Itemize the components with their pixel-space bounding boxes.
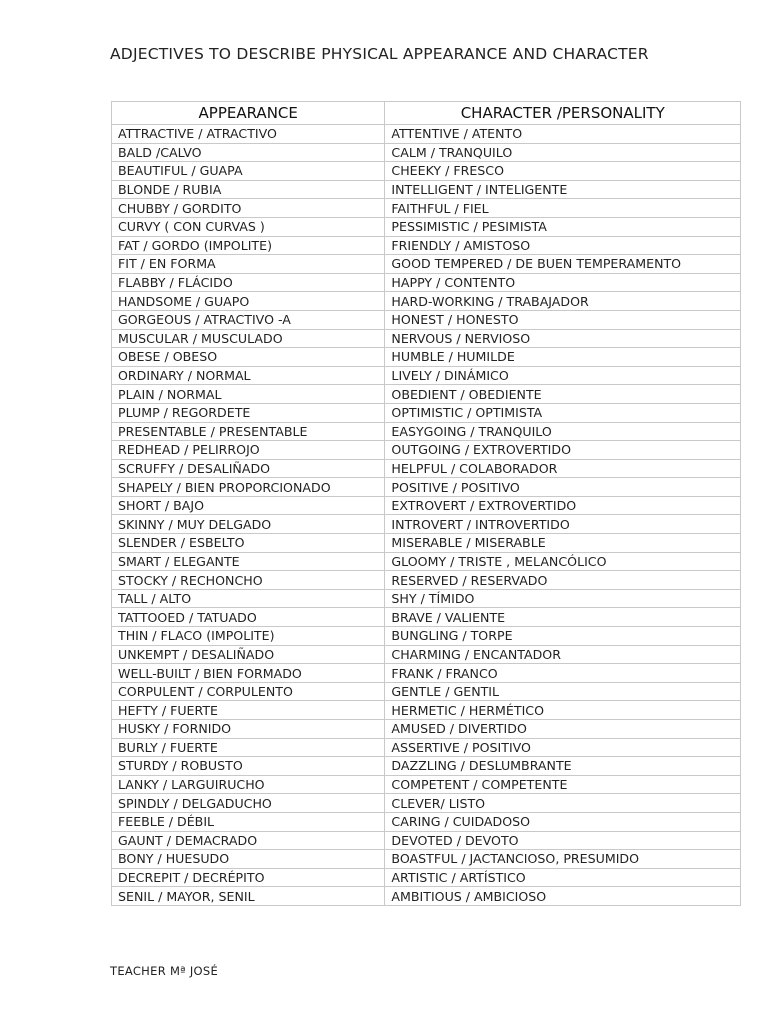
table-row	[112, 794, 741, 813]
character-cell: HELPFUL / COLABORADOR	[385, 459, 741, 478]
character-cell: FRIENDLY / AMISTOSO	[385, 236, 741, 255]
character-cell: AMUSED / DIVERTIDO	[385, 720, 741, 739]
appearance-cell: OBESE / OBESO	[112, 348, 385, 367]
table-row	[112, 459, 741, 478]
character-cell: FRANK / FRANCO	[385, 664, 741, 683]
character-cell: EXTROVERT / EXTROVERTIDO	[385, 496, 741, 515]
appearance-cell: BALD /CALVO	[112, 143, 385, 162]
character-cell: HUMBLE / HUMILDE	[385, 348, 741, 367]
appearance-cell: SLENDER / ESBELTO	[112, 534, 385, 553]
character-cell: GOOD TEMPERED / DE BUEN TEMPERAMENTO	[385, 255, 741, 274]
table-row	[112, 850, 741, 869]
table-row	[112, 682, 741, 701]
character-cell: ASSERTIVE / POSITIVO	[385, 738, 741, 757]
appearance-cell: SENIL / MAYOR, SENIL	[112, 887, 385, 906]
appearance-cell: STOCKY / RECHONCHO	[112, 571, 385, 590]
table-row	[112, 292, 741, 311]
appearance-cell: CHUBBY / GORDITO	[112, 199, 385, 218]
footer-teacher: TEACHER Mª JOSÉ	[110, 964, 219, 978]
appearance-cell: DECREPIT / DECRÉPITO	[112, 868, 385, 887]
character-cell: BUNGLING / TORPE	[385, 627, 741, 646]
appearance-cell: ATTRACTIVE / ATRACTIVO	[112, 125, 385, 144]
table-row	[112, 385, 741, 404]
header-appearance: APPEARANCE	[112, 102, 385, 125]
appearance-cell: GAUNT / DEMACRADO	[112, 831, 385, 850]
table-row	[112, 496, 741, 515]
appearance-cell: PRESENTABLE / PRESENTABLE	[112, 422, 385, 441]
character-cell: MISERABLE / MISERABLE	[385, 534, 741, 553]
table-row	[112, 812, 741, 831]
table-row	[112, 255, 741, 274]
table-row	[112, 143, 741, 162]
table-row	[112, 515, 741, 534]
table-row	[112, 441, 741, 460]
table-row	[112, 831, 741, 850]
appearance-cell: BONY / HUESUDO	[112, 850, 385, 869]
appearance-cell: HEFTY / FUERTE	[112, 701, 385, 720]
table-row	[112, 775, 741, 794]
appearance-cell: SCRUFFY / DESALIÑADO	[112, 459, 385, 478]
appearance-cell: SKINNY / MUY DELGADO	[112, 515, 385, 534]
appearance-cell: SHORT / BAJO	[112, 496, 385, 515]
character-cell: GLOOMY / TRISTE , MELANCÓLICO	[385, 552, 741, 571]
table-row	[112, 887, 741, 906]
appearance-cell: CORPULENT / CORPULENTO	[112, 682, 385, 701]
appearance-cell: FEEBLE / DÉBIL	[112, 812, 385, 831]
character-cell: OUTGOING / EXTROVERTIDO	[385, 441, 741, 460]
adjectives-table	[111, 101, 741, 906]
table-row	[112, 757, 741, 776]
character-cell: DAZZLING / DESLUMBRANTE	[385, 757, 741, 776]
appearance-cell: THIN / FLACO (IMPOLITE)	[112, 627, 385, 646]
appearance-cell: PLAIN / NORMAL	[112, 385, 385, 404]
table-row	[112, 273, 741, 292]
character-cell: HERMETIC / HERMÉTICO	[385, 701, 741, 720]
document-title: ADJECTIVES TO DESCRIBE PHYSICAL APPEARANCE AND CHARACTER	[110, 45, 649, 63]
appearance-cell: TATTOOED / TATUADO	[112, 608, 385, 627]
character-cell: CHARMING / ENCANTADOR	[385, 645, 741, 664]
character-cell: ARTISTIC / ARTÍSTICO	[385, 868, 741, 887]
appearance-cell: CURVY ( CON CURVAS )	[112, 217, 385, 236]
character-cell: EASYGOING / TRANQUILO	[385, 422, 741, 441]
character-cell: POSITIVE / POSITIVO	[385, 478, 741, 497]
appearance-cell: STURDY / ROBUSTO	[112, 757, 385, 776]
character-cell: BRAVE / VALIENTE	[385, 608, 741, 627]
appearance-cell: UNKEMPT / DESALIÑADO	[112, 645, 385, 664]
table-row	[112, 571, 741, 590]
appearance-cell: FIT / EN FORMA	[112, 255, 385, 274]
appearance-cell: WELL-BUILT / BIEN FORMADO	[112, 664, 385, 683]
appearance-cell: MUSCULAR / MUSCULADO	[112, 329, 385, 348]
character-cell: HONEST / HONESTO	[385, 310, 741, 329]
appearance-cell: SPINDLY / DELGADUCHO	[112, 794, 385, 813]
appearance-cell: REDHEAD / PELIRROJO	[112, 441, 385, 460]
appearance-cell: BURLY / FUERTE	[112, 738, 385, 757]
character-cell: GENTLE / GENTIL	[385, 682, 741, 701]
appearance-cell: ORDINARY / NORMAL	[112, 366, 385, 385]
table-row	[112, 478, 741, 497]
character-cell: FAITHFUL / FIEL	[385, 199, 741, 218]
character-cell: HARD-WORKING / TRABAJADOR	[385, 292, 741, 311]
table-row	[112, 180, 741, 199]
appearance-cell: GORGEOUS / ATRACTIVO -A	[112, 310, 385, 329]
table-row	[112, 664, 741, 683]
header-character: CHARACTER /PERSONALITY	[385, 102, 741, 125]
table-row	[112, 310, 741, 329]
table-body	[112, 125, 741, 906]
character-cell: HAPPY / CONTENTO	[385, 273, 741, 292]
character-cell: OPTIMISTIC / OPTIMISTA	[385, 403, 741, 422]
character-cell: RESERVED / RESERVADO	[385, 571, 741, 590]
character-cell: OBEDIENT / OBEDIENTE	[385, 385, 741, 404]
table-row	[112, 868, 741, 887]
character-cell: ATTENTIVE / ATENTO	[385, 125, 741, 144]
table-row	[112, 552, 741, 571]
character-cell: CARING / CUIDADOSO	[385, 812, 741, 831]
character-cell: CHEEKY / FRESCO	[385, 162, 741, 181]
table-row	[112, 329, 741, 348]
appearance-cell: PLUMP / REGORDETE	[112, 403, 385, 422]
character-cell: LIVELY / DINÁMICO	[385, 366, 741, 385]
table-row	[112, 125, 741, 144]
table-row	[112, 199, 741, 218]
appearance-cell: FAT / GORDO (IMPOLITE)	[112, 236, 385, 255]
table-row	[112, 348, 741, 367]
table-row	[112, 589, 741, 608]
table-row	[112, 162, 741, 181]
table-row	[112, 645, 741, 664]
appearance-cell: SMART / ELEGANTE	[112, 552, 385, 571]
table-row	[112, 534, 741, 553]
table-row	[112, 403, 741, 422]
character-cell: CLEVER/ LISTO	[385, 794, 741, 813]
table-row	[112, 720, 741, 739]
table-row	[112, 217, 741, 236]
table-row	[112, 627, 741, 646]
appearance-cell: BEAUTIFUL / GUAPA	[112, 162, 385, 181]
table-row	[112, 236, 741, 255]
table-row	[112, 701, 741, 720]
appearance-cell: FLABBY / FLÁCIDO	[112, 273, 385, 292]
appearance-cell: SHAPELY / BIEN PROPORCIONADO	[112, 478, 385, 497]
character-cell: BOASTFUL / JACTANCIOSO, PRESUMIDO	[385, 850, 741, 869]
character-cell: PESSIMISTIC / PESIMISTA	[385, 217, 741, 236]
table-row	[112, 608, 741, 627]
character-cell: DEVOTED / DEVOTO	[385, 831, 741, 850]
appearance-cell: HANDSOME / GUAPO	[112, 292, 385, 311]
character-cell: AMBITIOUS / AMBICIOSO	[385, 887, 741, 906]
table-row	[112, 422, 741, 441]
appearance-cell: TALL / ALTO	[112, 589, 385, 608]
character-cell: COMPETENT / COMPETENTE	[385, 775, 741, 794]
appearance-cell: BLONDE / RUBIA	[112, 180, 385, 199]
appearance-cell: LANKY / LARGUIRUCHO	[112, 775, 385, 794]
appearance-cell: HUSKY / FORNIDO	[112, 720, 385, 739]
table-header-row	[112, 102, 741, 125]
character-cell: CALM / TRANQUILO	[385, 143, 741, 162]
character-cell: SHY / TÍMIDO	[385, 589, 741, 608]
character-cell: INTELLIGENT / INTELIGENTE	[385, 180, 741, 199]
character-cell: NERVOUS / NERVIOSO	[385, 329, 741, 348]
table-row	[112, 366, 741, 385]
table-row	[112, 738, 741, 757]
character-cell: INTROVERT / INTROVERTIDO	[385, 515, 741, 534]
